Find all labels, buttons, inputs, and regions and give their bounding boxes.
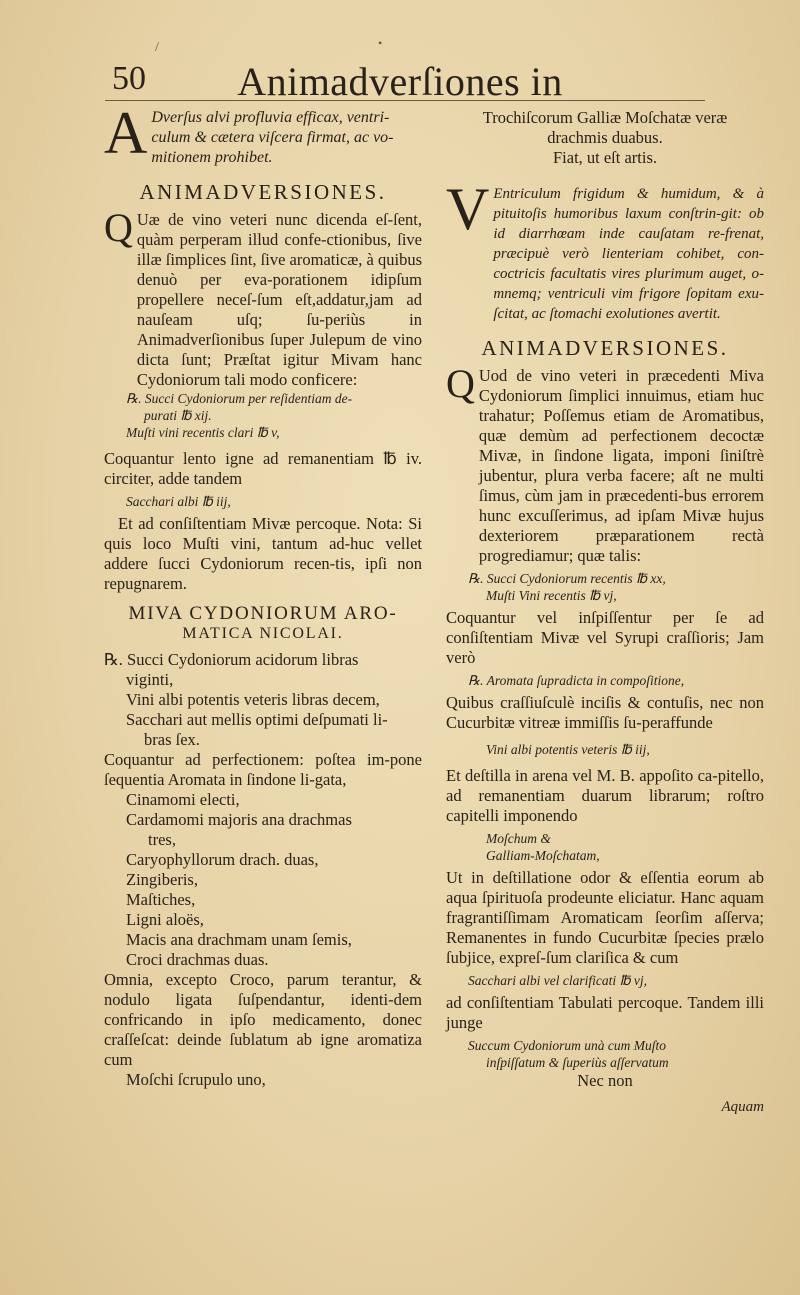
paragraph: Coquantur vel inſpiſſentur per ſe ad conſiſtentiam Mivæ vel Syrupi craſſioris; Jam verò [446, 608, 764, 667]
heading-line: MATICA NICOLAI. [182, 625, 344, 642]
ingredient: Caryophyllorum drach. duas, [126, 850, 319, 869]
margin-mark-dot: • [378, 36, 383, 50]
paragraph: Ut in deſtillatione odor & eſſentia eorum ab aqua ſpirituoſa prodeunte eliciatur. Hanc aquam fragrantiſſimam Aromaticam ſeorſim aſſerva; Remanentes in fundo Cucurbitæ ſpecies prælo ſubjice, expreſ-ſum clariſica & cum [446, 868, 764, 967]
heading-line: MIVA CYDONIORUM ARO- [128, 603, 398, 624]
recipe-line: Sacchari albi ℔ iij, [126, 494, 231, 509]
ingredient: Cinamomi electi, [126, 790, 240, 809]
page-number: 50 [112, 60, 146, 97]
para-quod [446, 361, 764, 566]
intro-text [151, 108, 393, 168]
intro-block [104, 100, 422, 168]
text-line: Fiat, ut eſt artis. [552, 148, 658, 167]
paragraph: Coquantur lento igne ad remanentiam ℔ iv. circiter, adde tandem [104, 449, 422, 488]
catchword: Aquam [721, 1099, 764, 1115]
right-column [446, 108, 764, 1117]
heading-miva [104, 604, 422, 644]
recipe-line: inſpiſſatum & ſuperiùs aſſervatum [486, 1055, 669, 1070]
ingredient: Macis ana drachmam unam ſemis, [126, 930, 352, 949]
drop-cap-q2: Q [446, 361, 475, 406]
continued-recipe [446, 108, 764, 168]
para-quae [104, 205, 422, 390]
recipe-line: ℞. Aromata ſupradicta in compoſitione, [468, 673, 685, 688]
recipe-line: Succum Cydoniorum unà cum Muſto [468, 1038, 666, 1053]
paragraph: Et deſtilla in arena vel M. B. appoſito ca-pitello, ad remanentiam duarum librarum; roſtro capitelli imponendo [446, 766, 764, 825]
header-rule [105, 100, 705, 101]
ingredient-list [104, 790, 422, 970]
recipe-line: purati ℔ xij. [144, 408, 212, 423]
recipe-line: Muſti Vini recentis ℔ vj, [486, 588, 617, 603]
ingredient: Cardamomi majoris ana drachmas [126, 810, 352, 829]
recipe-line: Muſti vini recentis clari ℔ v, [126, 425, 280, 440]
paragraph: Uæ de vino veteri nunc dicenda eſ-ſent, quàm perperam illud confe-ctionibus, ſive illæ ſimplices ſint, ſive aromaticæ, à quibus denuò per eva-porationem idipſum propellere neceſ-ſum eſt,addatur,jam ad nauſeam uſq; ſu-periùs in Animadverſionibus ſuper Julepum de vino dicta ſunt; Præſtat igitur Mivam hanc Cydoniorum tali modo conficere: [136, 210, 422, 389]
recipe-line: Moſchum & [486, 831, 551, 846]
drop-cap-q: Q [104, 205, 133, 250]
margin-mark-top: / [155, 40, 159, 55]
paragraph: Quibus craſſiuſculè inciſis & contuſis, nec non Cucurbitæ vitreæ immiſſis ſu-peraffunde [446, 693, 764, 732]
recipe-line: ℞. Succi Cydoniorum acidorum libras [104, 650, 359, 669]
running-title: Animadverſiones in [237, 59, 563, 104]
drop-cap-a: A [104, 100, 148, 166]
paragraph: Omnia, excepto Croco, parum terantur, & nodulo ligata ſuſpendantur, identi-dem confricando in ipſo medicamento, donec craſſeſcat: deinde ſublatum ab igne aromatiza cum [104, 970, 422, 1069]
left-column [104, 100, 422, 1090]
paragraph: Et ad conſiſtentiam Mivæ percoque. Nota: Si quis loco Muſti vini, tantum ad-huc vellet addere ſucci Cydoniorum recen-tis, ipſi non repugnarem. [104, 514, 422, 593]
recipe-line: Vini albi potentis veteris ℔ iij, [486, 742, 650, 757]
intro-line: Dverſus alvi profluvia efficax, ventri- [151, 109, 390, 126]
ingredient: Ligni aloës, [126, 910, 204, 929]
recipe-line: ℞. Succi Cydoniorum recentis ℔ xx, [468, 571, 666, 586]
virtues-text: Entriculum frigidum & humidum, & à pituitoſis humoribus laxum conſtrin-git: ob id diarrhœam inde cauſatam re-frenat, præcipuè verò lienteriam cohibet, con-coctricis facultatis vires plurimum auget, o-mnemq; ventriculi vim frigore ſopitam exu-ſcitat, ac ſtomachi exolutiones avertit. [493, 186, 764, 322]
recipe-line: ℞. Succi Cydoniorum per reſidentiam de- [126, 391, 353, 406]
recipe-line: Galliam-Moſchatam, [486, 848, 600, 863]
recipe-line: Sacchari albi vel clarificati ℔ vj, [468, 973, 648, 988]
ingredient: Maſtiches, [126, 890, 196, 909]
virtues-block [446, 176, 764, 324]
intro-line: culum & cætera viſcera firmat, ac vo- [151, 129, 394, 146]
text-line: drachmis duabus. [547, 128, 663, 147]
recipe-line: bras ſex. [144, 730, 200, 749]
recipe-line: Sacchari aut mellis optimi deſpumati li- [126, 710, 388, 729]
recipe-line: Moſchi ſcrupulo uno, [126, 1070, 266, 1089]
paragraph: Coquantur ad perfectionem: poſtea im-pone ſequentia Aromata in ſindone li-gata, [104, 750, 422, 789]
text-line: Trochiſcorum Galliæ Moſchatæ veræ [482, 108, 728, 127]
paragraph: ad conſiſtentiam Tabulati percoque. Tandem illi junge [446, 993, 764, 1032]
heading-animadversiones: ANIMADVERSIONES. [139, 180, 387, 204]
nec-non: Nec non [577, 1071, 633, 1090]
ingredient: Zingiberis, [126, 870, 198, 889]
recipe-line: Vini albi potentis veteris libras decem, [126, 690, 380, 709]
intro-line: mitionem prohibet. [151, 149, 273, 166]
paragraph: Uod de vino veteri in præcedenti Miva Cydoniorum ſimplici innuimus, etiam huc trahatur; Poſſemus etiam de Aromatibus, quæ demùm ad perfectionem decoctæ Mivæ, in ſindone ligata, imponi ſiniſtrè jubentur, plura verba facere; aſt ne multi ſimus, cùm jam in præcedenti-bus errorem hunc excuſſerimus, ad ipſam Mivæ hujus dexteriorem præparationem rectà progrediamur; quæ talis: [478, 366, 764, 565]
recipe-line: viginti, [126, 670, 174, 689]
ingredient: tres, [148, 830, 176, 849]
drop-cap-v: V [446, 176, 490, 242]
heading-animadversiones-2: ANIMADVERSIONES. [481, 336, 729, 360]
ingredient: Croci drachmas duas. [126, 950, 269, 969]
